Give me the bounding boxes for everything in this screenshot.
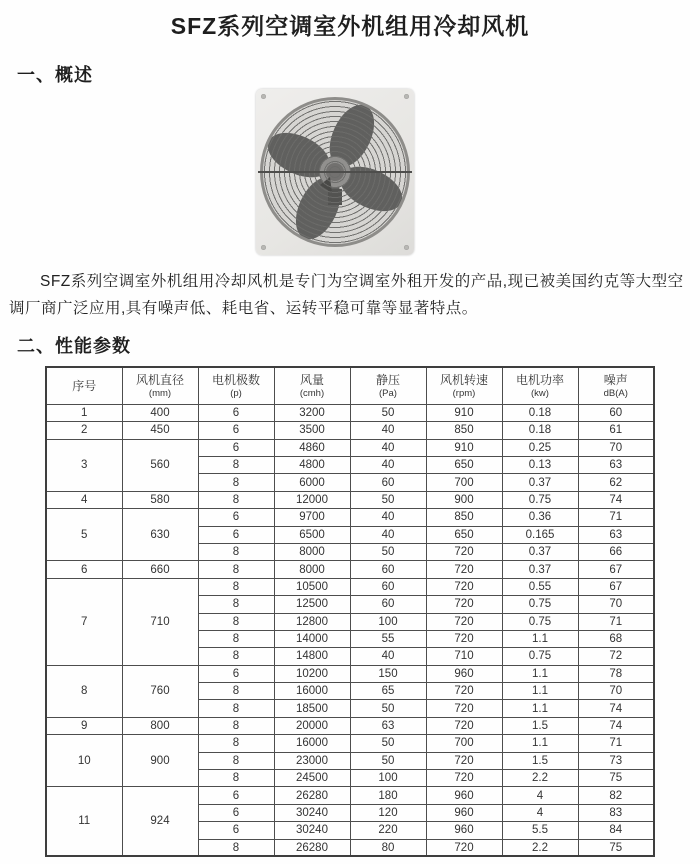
cell-air-volume: 10200 <box>274 665 350 682</box>
cell-air-volume: 8000 <box>274 543 350 560</box>
cell-motor-poles: 8 <box>198 456 274 473</box>
cell-fan-speed: 720 <box>426 543 502 560</box>
cell-static-pressure: 63 <box>350 717 426 734</box>
table-row <box>46 422 654 439</box>
table-row <box>46 717 654 734</box>
cell-fan-speed: 720 <box>426 717 502 734</box>
cell-noise: 66 <box>578 543 654 560</box>
cell-motor-power: 1.1 <box>502 683 578 700</box>
cell-motor-power: 0.75 <box>502 491 578 508</box>
header-row <box>46 367 654 404</box>
cell-serial-no: 6 <box>46 561 122 578</box>
cell-static-pressure: 40 <box>350 422 426 439</box>
column-header: 电机功率 (kw) <box>502 367 578 404</box>
cell-motor-power: 1.1 <box>502 665 578 682</box>
cell-static-pressure: 50 <box>350 700 426 717</box>
cell-air-volume: 26280 <box>274 839 350 856</box>
cell-fan-speed: 850 <box>426 509 502 526</box>
cell-motor-poles: 8 <box>198 613 274 630</box>
cell-noise: 71 <box>578 509 654 526</box>
cell-fan-speed: 720 <box>426 700 502 717</box>
cell-air-volume: 3500 <box>274 422 350 439</box>
cell-motor-power: 1.1 <box>502 630 578 647</box>
cell-air-volume: 16000 <box>274 735 350 752</box>
cell-noise: 70 <box>578 596 654 613</box>
cell-air-volume: 23000 <box>274 752 350 769</box>
cell-static-pressure: 100 <box>350 770 426 787</box>
cell-motor-poles: 6 <box>198 404 274 421</box>
cell-motor-power: 2.2 <box>502 839 578 856</box>
column-header: 噪声 dB(A) <box>578 367 654 404</box>
cell-air-volume: 10500 <box>274 578 350 595</box>
cell-motor-poles: 8 <box>198 683 274 700</box>
cell-static-pressure: 100 <box>350 613 426 630</box>
cell-air-volume: 12500 <box>274 596 350 613</box>
cell-motor-poles: 8 <box>198 543 274 560</box>
cell-air-volume: 3200 <box>274 404 350 421</box>
column-unit: (kw) <box>531 387 549 399</box>
cell-serial-no: 1 <box>46 404 122 421</box>
cell-static-pressure: 65 <box>350 683 426 700</box>
cell-static-pressure: 220 <box>350 822 426 839</box>
cell-motor-power: 1.1 <box>502 700 578 717</box>
column-unit: (p) <box>230 387 242 399</box>
fan-product-photo <box>256 89 414 255</box>
cell-fan-speed: 720 <box>426 596 502 613</box>
column-unit: (rpm) <box>452 387 476 399</box>
cell-noise: 63 <box>578 456 654 473</box>
cell-motor-power: 0.75 <box>502 596 578 613</box>
cell-fan-speed: 960 <box>426 822 502 839</box>
table-row <box>46 665 654 682</box>
cell-motor-power: 4 <box>502 804 578 821</box>
cell-static-pressure: 50 <box>350 404 426 421</box>
column-unit: (mm) <box>148 387 172 399</box>
cell-static-pressure: 40 <box>350 526 426 543</box>
cell-static-pressure: 60 <box>350 596 426 613</box>
table-row <box>46 439 654 456</box>
cell-fan-speed: 720 <box>426 630 502 647</box>
table-row <box>46 561 654 578</box>
section-heading-overview: 一、概述 <box>17 65 93 85</box>
performance-table-header <box>46 367 654 404</box>
performance-table-body <box>46 404 654 856</box>
cell-noise: 78 <box>578 665 654 682</box>
cell-air-volume: 16000 <box>274 683 350 700</box>
cell-fan-diameter: 924 <box>122 787 198 857</box>
cell-motor-poles: 8 <box>198 596 274 613</box>
cell-fan-diameter: 580 <box>122 491 198 508</box>
cell-fan-diameter: 630 <box>122 509 198 561</box>
cell-air-volume: 12000 <box>274 491 350 508</box>
table-row <box>46 509 654 526</box>
cell-fan-speed: 960 <box>426 804 502 821</box>
cell-static-pressure: 40 <box>350 509 426 526</box>
cell-motor-poles: 6 <box>198 526 274 543</box>
column-unit: (cmh) <box>299 387 325 399</box>
cell-noise: 74 <box>578 700 654 717</box>
cell-motor-poles: 6 <box>198 822 274 839</box>
cell-fan-speed: 910 <box>426 404 502 421</box>
cell-motor-power: 0.37 <box>502 561 578 578</box>
cell-static-pressure: 40 <box>350 456 426 473</box>
cell-air-volume: 30240 <box>274 822 350 839</box>
page-title: SFZ系列空调室外机组用冷却风机 <box>170 13 530 39</box>
cell-noise: 67 <box>578 578 654 595</box>
cell-fan-speed: 720 <box>426 839 502 856</box>
cell-motor-power: 0.13 <box>502 456 578 473</box>
cell-fan-speed: 720 <box>426 683 502 700</box>
cell-noise: 70 <box>578 683 654 700</box>
cell-air-volume: 24500 <box>274 770 350 787</box>
cell-noise: 71 <box>578 735 654 752</box>
cell-fan-speed: 720 <box>426 770 502 787</box>
column-header: 风量 (cmh) <box>274 367 350 404</box>
cell-static-pressure: 50 <box>350 543 426 560</box>
cell-motor-power: 0.75 <box>502 648 578 665</box>
section-heading-performance: 二、性能参数 <box>17 336 131 357</box>
cell-static-pressure: 50 <box>350 752 426 769</box>
intro-paragraph: SFZ系列空调室外机组用冷却风机是专门为空调室外租开发的产品,现已被美国约克等大型空调厂商广泛应用,具有噪声低、耗电省、运转平稳可靠等显著特点。 <box>9 273 684 317</box>
cell-noise: 74 <box>578 717 654 734</box>
cell-serial-no: 4 <box>46 491 122 508</box>
cell-air-volume: 14000 <box>274 630 350 647</box>
cell-fan-speed: 700 <box>426 474 502 491</box>
cell-noise: 75 <box>578 770 654 787</box>
cell-serial-no: 7 <box>46 578 122 665</box>
cell-motor-poles: 6 <box>198 804 274 821</box>
cell-noise: 63 <box>578 526 654 543</box>
fan-grille-support-bar <box>258 171 412 173</box>
cell-static-pressure: 50 <box>350 491 426 508</box>
cell-fan-speed: 720 <box>426 613 502 630</box>
cell-air-volume: 18500 <box>274 700 350 717</box>
cell-fan-speed: 720 <box>426 752 502 769</box>
cell-fan-speed: 650 <box>426 526 502 543</box>
cell-motor-power: 0.165 <box>502 526 578 543</box>
cell-motor-power: 1.5 <box>502 752 578 769</box>
column-header: 序号 <box>46 367 122 404</box>
cell-air-volume: 12800 <box>274 613 350 630</box>
cell-air-volume: 4860 <box>274 439 350 456</box>
cell-serial-no: 5 <box>46 509 122 561</box>
cell-fan-speed: 650 <box>426 456 502 473</box>
cell-static-pressure: 150 <box>350 665 426 682</box>
cell-noise: 70 <box>578 439 654 456</box>
cell-static-pressure: 50 <box>350 735 426 752</box>
cell-serial-no: 3 <box>46 439 122 491</box>
cell-motor-poles: 6 <box>198 665 274 682</box>
cell-fan-speed: 910 <box>426 439 502 456</box>
cell-noise: 82 <box>578 787 654 804</box>
cell-fan-diameter: 900 <box>122 735 198 787</box>
cell-serial-no: 8 <box>46 665 122 717</box>
cell-air-volume: 6500 <box>274 526 350 543</box>
cell-fan-diameter: 560 <box>122 439 198 491</box>
cell-motor-poles: 8 <box>198 648 274 665</box>
cell-motor-power: 1.1 <box>502 735 578 752</box>
cell-fan-speed: 960 <box>426 787 502 804</box>
cell-fan-diameter: 760 <box>122 665 198 717</box>
cell-static-pressure: 180 <box>350 787 426 804</box>
cell-noise: 75 <box>578 839 654 856</box>
cell-static-pressure: 60 <box>350 561 426 578</box>
cell-motor-poles: 6 <box>198 509 274 526</box>
cell-motor-poles: 6 <box>198 422 274 439</box>
cell-motor-power: 5.5 <box>502 822 578 839</box>
cell-fan-speed: 900 <box>426 491 502 508</box>
column-header: 静压 (Pa) <box>350 367 426 404</box>
column-unit: dB(A) <box>603 387 628 399</box>
cell-air-volume: 14800 <box>274 648 350 665</box>
cell-air-volume: 4800 <box>274 456 350 473</box>
cell-motor-poles: 8 <box>198 578 274 595</box>
cell-motor-power: 0.36 <box>502 509 578 526</box>
cell-fan-speed: 850 <box>426 422 502 439</box>
table-row <box>46 735 654 752</box>
cell-noise: 84 <box>578 822 654 839</box>
cell-motor-power: 4 <box>502 787 578 804</box>
cell-motor-power: 0.55 <box>502 578 578 595</box>
cell-noise: 71 <box>578 613 654 630</box>
cell-noise: 83 <box>578 804 654 821</box>
cell-air-volume: 30240 <box>274 804 350 821</box>
cell-serial-no: 9 <box>46 717 122 734</box>
cell-fan-diameter: 450 <box>122 422 198 439</box>
cell-motor-poles: 8 <box>198 474 274 491</box>
column-header: 电机极数 (p) <box>198 367 274 404</box>
cell-serial-no: 10 <box>46 735 122 787</box>
column-header: 风机直径 (mm) <box>122 367 198 404</box>
cell-motor-poles: 6 <box>198 787 274 804</box>
cell-motor-power: 0.18 <box>502 422 578 439</box>
cell-static-pressure: 80 <box>350 839 426 856</box>
cell-noise: 67 <box>578 561 654 578</box>
cell-fan-speed: 960 <box>426 665 502 682</box>
cell-static-pressure: 120 <box>350 804 426 821</box>
cell-motor-poles: 8 <box>198 717 274 734</box>
performance-table <box>45 366 655 857</box>
cell-motor-poles: 8 <box>198 839 274 856</box>
cell-noise: 62 <box>578 474 654 491</box>
cell-motor-power: 1.5 <box>502 717 578 734</box>
cell-motor-poles: 8 <box>198 770 274 787</box>
cell-static-pressure: 55 <box>350 630 426 647</box>
cell-motor-power: 0.37 <box>502 543 578 560</box>
cell-motor-power: 0.18 <box>502 404 578 421</box>
cell-static-pressure: 40 <box>350 648 426 665</box>
cell-serial-no: 11 <box>46 787 122 857</box>
cell-motor-poles: 8 <box>198 735 274 752</box>
cell-motor-power: 0.75 <box>502 613 578 630</box>
cell-noise: 73 <box>578 752 654 769</box>
column-unit: (Pa) <box>379 387 397 399</box>
cell-noise: 68 <box>578 630 654 647</box>
cell-static-pressure: 40 <box>350 439 426 456</box>
cell-motor-power: 2.2 <box>502 770 578 787</box>
cell-fan-speed: 710 <box>426 648 502 665</box>
cell-noise: 74 <box>578 491 654 508</box>
cell-motor-poles: 8 <box>198 561 274 578</box>
table-row <box>46 404 654 421</box>
cell-noise: 61 <box>578 422 654 439</box>
cell-air-volume: 20000 <box>274 717 350 734</box>
cell-air-volume: 6000 <box>274 474 350 491</box>
cell-fan-diameter: 400 <box>122 404 198 421</box>
cell-motor-poles: 6 <box>198 439 274 456</box>
cell-fan-diameter: 710 <box>122 578 198 665</box>
table-row <box>46 491 654 508</box>
cell-motor-poles: 8 <box>198 700 274 717</box>
cell-serial-no: 2 <box>46 422 122 439</box>
cell-air-volume: 9700 <box>274 509 350 526</box>
cell-motor-poles: 8 <box>198 491 274 508</box>
cell-fan-speed: 720 <box>426 561 502 578</box>
table-row <box>46 787 654 804</box>
cell-fan-speed: 720 <box>426 578 502 595</box>
column-header: 风机转速 (rpm) <box>426 367 502 404</box>
cell-fan-speed: 700 <box>426 735 502 752</box>
cell-air-volume: 8000 <box>274 561 350 578</box>
table-row <box>46 578 654 595</box>
cell-fan-diameter: 800 <box>122 717 198 734</box>
cell-static-pressure: 60 <box>350 578 426 595</box>
cell-motor-power: 0.37 <box>502 474 578 491</box>
cell-static-pressure: 60 <box>350 474 426 491</box>
cell-motor-power: 0.25 <box>502 439 578 456</box>
cell-motor-poles: 8 <box>198 630 274 647</box>
cell-air-volume: 26280 <box>274 787 350 804</box>
cell-noise: 72 <box>578 648 654 665</box>
cell-noise: 60 <box>578 404 654 421</box>
cell-motor-poles: 8 <box>198 752 274 769</box>
cell-fan-diameter: 660 <box>122 561 198 578</box>
